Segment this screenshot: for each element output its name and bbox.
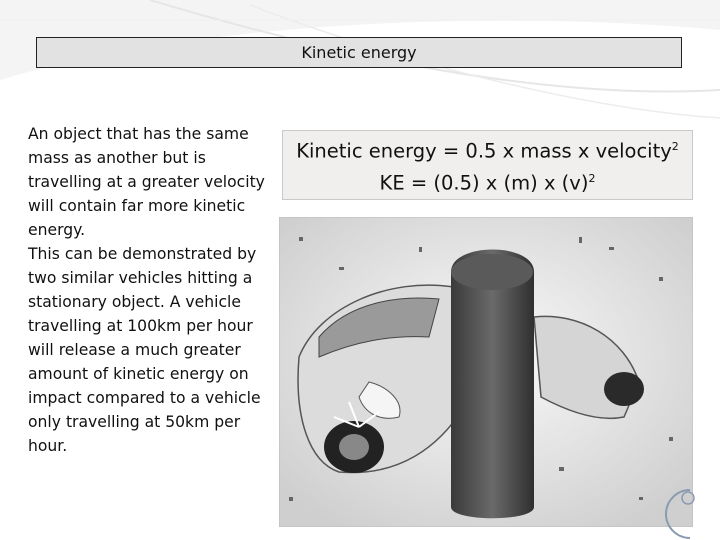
car-crash-photo [279,217,693,527]
formula-line-1 [296,133,679,166]
formula-line-2-exponent: 2 [588,172,596,185]
paragraph-2: This can be demonstrated by two similar vehicles hitting a stationary object. A vehicle travelling at 100km per hour will release a much greater amount of kinetic energy on impact compared to a vehicle only travelling at 50km per hour. [28,245,261,455]
science-logo [650,484,720,540]
title-bar [36,37,682,68]
formula-line-2-text: KE = (0.5) x (m) x (v) [379,171,589,195]
paragraph-1: An object that has the same mass as another but is travelling at a greater velocity will contain far more kinetic energy. [28,125,265,239]
formula-line-2 [380,165,596,198]
formula-box [282,130,693,200]
slide-title: Kinetic energy [301,43,417,62]
body-text [28,122,272,458]
formula-line-1-text: Kinetic energy = 0.5 x mass x velocity [296,139,672,162]
formula-line-1-exponent: 2 [671,139,679,153]
